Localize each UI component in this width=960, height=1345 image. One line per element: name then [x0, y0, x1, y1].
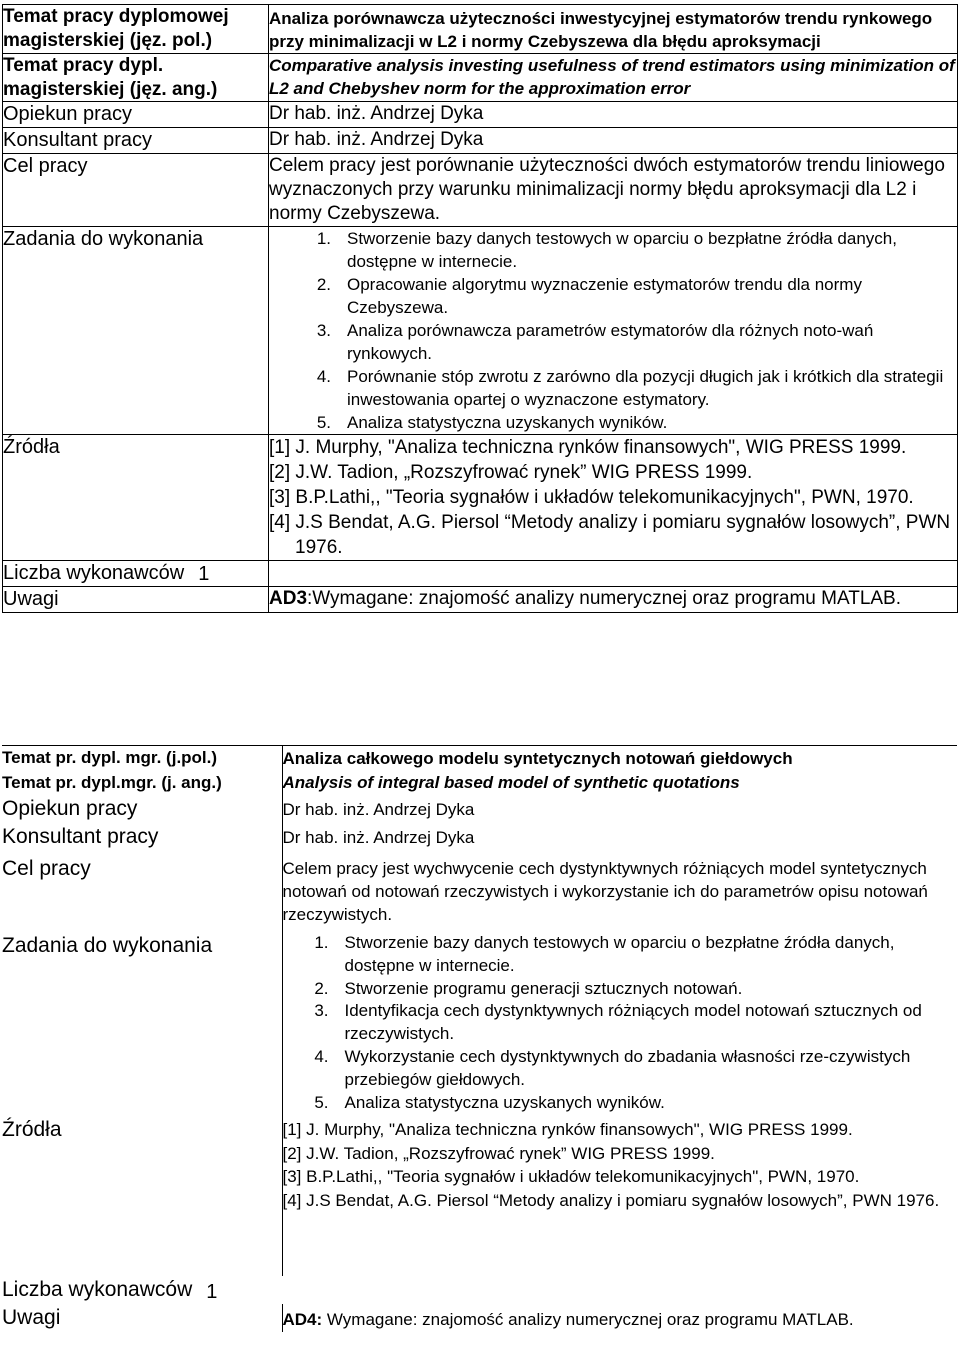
- task-item: 3. Identyfikacja cech dystynktywnych różniących model notowań sztucznych od rzeczywistych.: [314, 1001, 922, 1044]
- row-title-en: [3, 54, 958, 102]
- notes-code: AD3: [269, 588, 308, 609]
- row-tasks: [2, 926, 957, 1114]
- source-item: [1] J. Murphy, "Analiza techniczna rynków finansowych", WIG PRESS 1999.: [269, 437, 907, 458]
- source-item: [1] J. Murphy, "Analiza techniczna rynków finansowych", WIG PRESS 1999.: [282, 1120, 853, 1140]
- task-item: 4. Porównanie stóp zwrotu z zarówno dla pozycji długich jak i krótkich dla strategii inwestowania opartej o wyznaczone estymatory.: [316, 367, 944, 409]
- row-count: [2, 1276, 957, 1304]
- row-supervisor: [2, 795, 957, 823]
- label-notes: Uwagi: [3, 587, 269, 613]
- thesis-form-1: [2, 4, 958, 613]
- title-en-value: Comparative analysis investing usefulness of trend estimators using minimization of L2 and Chebyshev norm for the approximation error: [269, 54, 958, 102]
- label-title-pl: Temat pracy dyplomowej magisterskiej (jęz. pol.): [3, 5, 269, 54]
- count-value: [269, 561, 958, 587]
- row-notes: [3, 587, 958, 613]
- goal-value: Celem pracy jest wychwycenie cech dystynktywnych różniących model syntetycznych notowań od notowań rzeczywistych i wykorzystanie ich do parametrów opisu notowań rzeczywistych.: [282, 851, 957, 926]
- label-sources: Źródła: [3, 435, 269, 561]
- label-tasks: Zadania do wykonania: [3, 227, 269, 435]
- label-count: Liczba wykonawców: [2, 1278, 193, 1302]
- thesis-form-2: [2, 745, 957, 1332]
- goal-value: Celem pracy jest porównanie użyteczności dwóch estymatorów trendu liniowego wyznaczonych przy warunku minimalizacji normy błędu aproksymacji dla L2 i normy Czebyszewa.: [269, 154, 958, 227]
- notes-value: [269, 587, 958, 613]
- row-supervisor: [3, 102, 958, 128]
- row-sources: [3, 435, 958, 561]
- row-goal: [3, 154, 958, 227]
- count-number-1: 1: [198, 563, 210, 585]
- label-supervisor: Opiekun pracy: [2, 795, 282, 823]
- row-title-en: [2, 771, 957, 795]
- row-goal: [2, 851, 957, 926]
- task-item: 4. Wykorzystanie cech dystynktywnych do zbadania własności rze-czywistych przebiegów giełdowych.: [314, 1046, 911, 1089]
- label-title-en: Temat pracy dypl. magisterskiej (jęz. ang.): [3, 54, 269, 102]
- label-consultant: Konsultant pracy: [3, 128, 269, 154]
- title-pl-value: Analiza całkowego modelu syntetycznych notowań giełdowych: [282, 746, 957, 772]
- label-supervisor: Opiekun pracy: [3, 102, 269, 128]
- task-item: 5. Analiza statystyczna uzyskanych wyników.: [316, 413, 668, 432]
- row-sources: [2, 1114, 957, 1276]
- row-consultant: [3, 128, 958, 154]
- label-sources: Źródła: [2, 1114, 282, 1276]
- sources-value: [282, 1114, 957, 1276]
- consultant-value: Dr hab. inż. Andrzej Dyka: [282, 823, 957, 851]
- row-title-pl: [3, 5, 958, 54]
- task-item: 2. Stworzenie programu generacji sztucznych notowań.: [314, 978, 743, 998]
- label-goal: Cel pracy: [3, 154, 269, 227]
- consultant-value: Dr hab. inż. Andrzej Dyka: [269, 128, 958, 154]
- count-value: [282, 1276, 957, 1304]
- task-list: [269, 227, 957, 434]
- label-title-en: Temat pr. dypl.mgr. (j. ang.): [2, 771, 282, 795]
- tasks-value: [282, 926, 957, 1114]
- task-item: 1. Stworzenie bazy danych testowych w oparciu o bezpłatne źródła danych, dostępne w internecie.: [314, 933, 895, 975]
- row-tasks: [3, 227, 958, 435]
- label-title-pl: Temat pr. dypl. mgr. (j.pol.): [2, 746, 282, 772]
- row-count: [3, 561, 958, 587]
- tasks-value: [269, 227, 958, 435]
- source-item: [3] B.P.Lathi,, "Teoria sygnałów i układów telekomunikacyjnych", PWN, 1970.: [282, 1167, 860, 1187]
- source-item: [4] J.S Bendat, A.G. Piersol “Metody analizy i pomiaru sygnałów losowych”, PWN 1976.: [282, 1190, 940, 1210]
- title-en-value: Analysis of integral based model of synthetic quotations: [282, 771, 957, 795]
- source-item: [3] B.P.Lathi,, "Teoria sygnałów i układów telekomunikacyjnych", PWN, 1970.: [269, 487, 914, 508]
- row-notes: [2, 1304, 957, 1332]
- source-item: [2] J.W. Tadion, „Rozszyfrować rynek” WIG PRESS 1999.: [282, 1143, 715, 1163]
- count-number-2: 1: [206, 1281, 218, 1304]
- notes-text: Wymagane: znajomość analizy numerycznej oraz programu MATLAB.: [322, 1310, 854, 1330]
- supervisor-value: Dr hab. inż. Andrzej Dyka: [269, 102, 958, 128]
- label-notes: Uwagi: [2, 1304, 282, 1332]
- row-consultant: [2, 823, 957, 851]
- label-count: Liczba wykonawców: [3, 561, 269, 587]
- task-item: 5. Analiza statystyczna uzyskanych wyników.: [314, 1092, 665, 1112]
- row-title-pl: [2, 746, 957, 772]
- label-goal: Cel pracy: [2, 851, 282, 926]
- task-item: 1. Stworzenie bazy danych testowych w oparciu o bezpłatne źródła danych, dostępne w internecie.: [316, 229, 897, 271]
- notes-text: :Wymagane: znajomość analizy numerycznej oraz programu MATLAB.: [307, 588, 902, 609]
- supervisor-value: Dr hab. inż. Andrzej Dyka: [282, 795, 957, 823]
- sources-value: [269, 435, 958, 561]
- task-item: 2. Opracowanie algorytmu wyznaczenie estymatorów trendu dla normy Czebyszewa.: [316, 275, 862, 317]
- title-pl-value: Analiza porównawcza użyteczności inwestycyjnej estymatorów trendu rynkowego przy minimalizacji w L2 i normy Czebyszewa dla błędu aproksymacji: [269, 5, 958, 54]
- task-list: [283, 932, 958, 1114]
- source-item: [2] J.W. Tadion, „Rozszyfrować rynek” WIG PRESS 1999.: [269, 462, 753, 483]
- notes-code: AD4:: [282, 1310, 323, 1330]
- label-tasks: Zadania do wykonania: [2, 926, 282, 1114]
- source-item: [4] J.S Bendat, A.G. Piersol “Metody analizy i pomiaru sygnałów losowych”, PWN 1976.: [269, 512, 951, 558]
- task-item: 3. Analiza porównawcza parametrów estymatorów dla różnych noto-wań rynkowych.: [316, 321, 874, 363]
- label-consultant: Konsultant pracy: [2, 823, 282, 851]
- notes-value: [282, 1304, 957, 1332]
